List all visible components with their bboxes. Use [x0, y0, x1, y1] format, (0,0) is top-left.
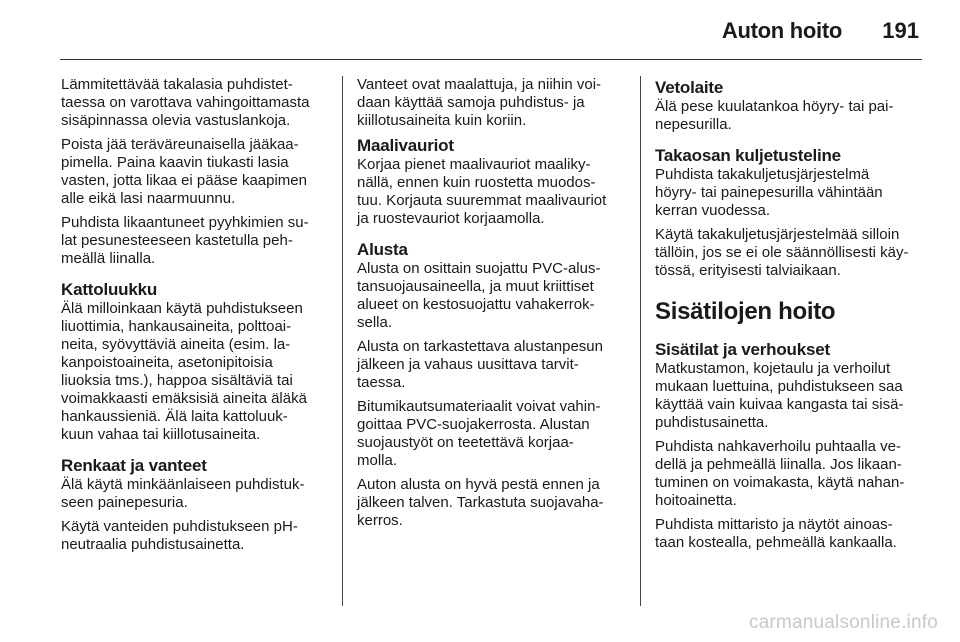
page-header	[0, 0, 960, 60]
paragraph-pressure-washer: Älä käytä minkäänlaiseen puhdistuk- seen painepesuria.	[61, 476, 305, 511]
header-divider	[60, 59, 922, 60]
section-title: Auton hoito	[721, 18, 842, 43]
paragraph-leather: Puhdista nahkaverhoilu puhtaalla ve- dellä ja pehmeällä liinalla. Jos likaan- tuminen on voimakasta, käytä nahan- hoitoainetta.	[655, 438, 905, 509]
paragraph-carrier-use: Käytä takakuljetusjärjestelmää silloin tällöin, jos se ei ole säännöllisesti käy- tössä, erityisesti talviaikaan.	[655, 226, 909, 279]
paragraph-tow-bar: Älä pese kuulatankoa höyry- tai pai- nepesurilla.	[655, 98, 894, 133]
paragraph-wiper-blades: Puhdista likaantuneet pyyhkimien su- lat pesunesteeseen kastetulla peh- meällä liinalla.	[61, 214, 309, 267]
heading-tow-bar: Vetolaite	[655, 78, 724, 97]
paragraph-instruments: Puhdista mittaristo ja näytöt ainoas- taan kostealla, pehmeällä kankaalla.	[655, 516, 897, 551]
heading-underbody: Alusta	[357, 240, 408, 259]
page-number: 191	[882, 18, 919, 43]
paragraph-sunroof: Älä milloinkaan käytä puhdistukseen liuottimia, hankausaineita, polttoai- neita, syövyttäviä aineita (esim. la- kanpoistoaineita, asetonipitoisia liuoksia tms.), happoa sisältäviä tai voimakkaasti emäksisiä aineita äläkä hankaussieniä. Älä laita kattoluuk- kuun vahaa tai kiillotusaineita.	[61, 300, 307, 443]
paragraph-carrier-clean: Puhdista takakuljetusjärjestelmä höyry- tai painepesurilla vähintään kerran vuodessa.	[655, 166, 883, 219]
paragraph-ice-scraper: Poista jää teräväreunaisella jääkaa- pimella. Paina kaavin tiukasti lasia vasten, jotta likaa ei pääse kaapimen alle eikä lasi naarmuunnu.	[61, 136, 307, 207]
paragraph-underbody-check: Alusta on tarkastettava alustanpesun jälkeen ja vahaus uusittava tarvit- taessa.	[357, 338, 603, 391]
paragraph-underbody-protection: Alusta on osittain suojattu PVC-alus- tansuojausaineella, ja muut kriittiset alueet on kestosuojattu vahakerrok- sella.	[357, 260, 601, 331]
heading-paint-damage: Maalivauriot	[357, 136, 454, 155]
column-divider-2	[640, 76, 641, 606]
paragraph-rim-cleaner: Käytä vanteiden puhdistukseen pH- neutraalia puhdistusainetta.	[61, 518, 298, 553]
column-2	[357, 76, 627, 536]
heading-interior-care: Sisätilojen hoito	[655, 298, 836, 325]
heading-sunroof: Kattoluukku	[61, 280, 158, 299]
paragraph-bitumen: Bitumikautsumateriaalit voivat vahin- goittaa PVC-suojakerrosta. Alustan suojaustyöt on teetettävä korjaa- molla.	[357, 398, 601, 469]
heading-rear-carrier: Takaosan kuljetusteline	[655, 146, 841, 165]
column-1	[61, 76, 329, 560]
column-3	[655, 76, 923, 558]
heading-interior-upholstery: Sisätilat ja verhoukset	[655, 340, 830, 359]
paragraph-interior-cleaning: Matkustamon, kojetaulu ja verhoilut mukaan luettuina, puhdistukseen saa käyttää vain kuivaa kangasta tai sisä- puhdistusainetta.	[655, 360, 904, 431]
paragraph-paint-damage: Korjaa pienet maalivauriot maaliky- nällä, ennen kuin ruostetta muodos- tuu. Korjauta suuremmat maalivauriot ja ruostevauriot korjaamolla.	[357, 156, 607, 227]
paragraph-winter-wash: Auton alusta on hyvä pestä ennen ja jälkeen talven. Tarkastuta suojavaha- kerros.	[357, 476, 604, 529]
paragraph-rear-window-heating: Lämmitettävää takalasia puhdistet- taessa on varottava vahingoittamasta sisäpinnassa olevia vastuslankoja.	[61, 76, 310, 129]
paragraph-painted-rims: Vanteet ovat maalattuja, ja niihin voi- daan käyttää samoja puhdistus- ja kiillotusaineita kuin koriin.	[357, 76, 602, 129]
watermark: carmanualsonline.info	[748, 612, 938, 633]
column-divider-1	[342, 76, 343, 606]
heading-wheels: Renkaat ja vanteet	[61, 456, 207, 475]
